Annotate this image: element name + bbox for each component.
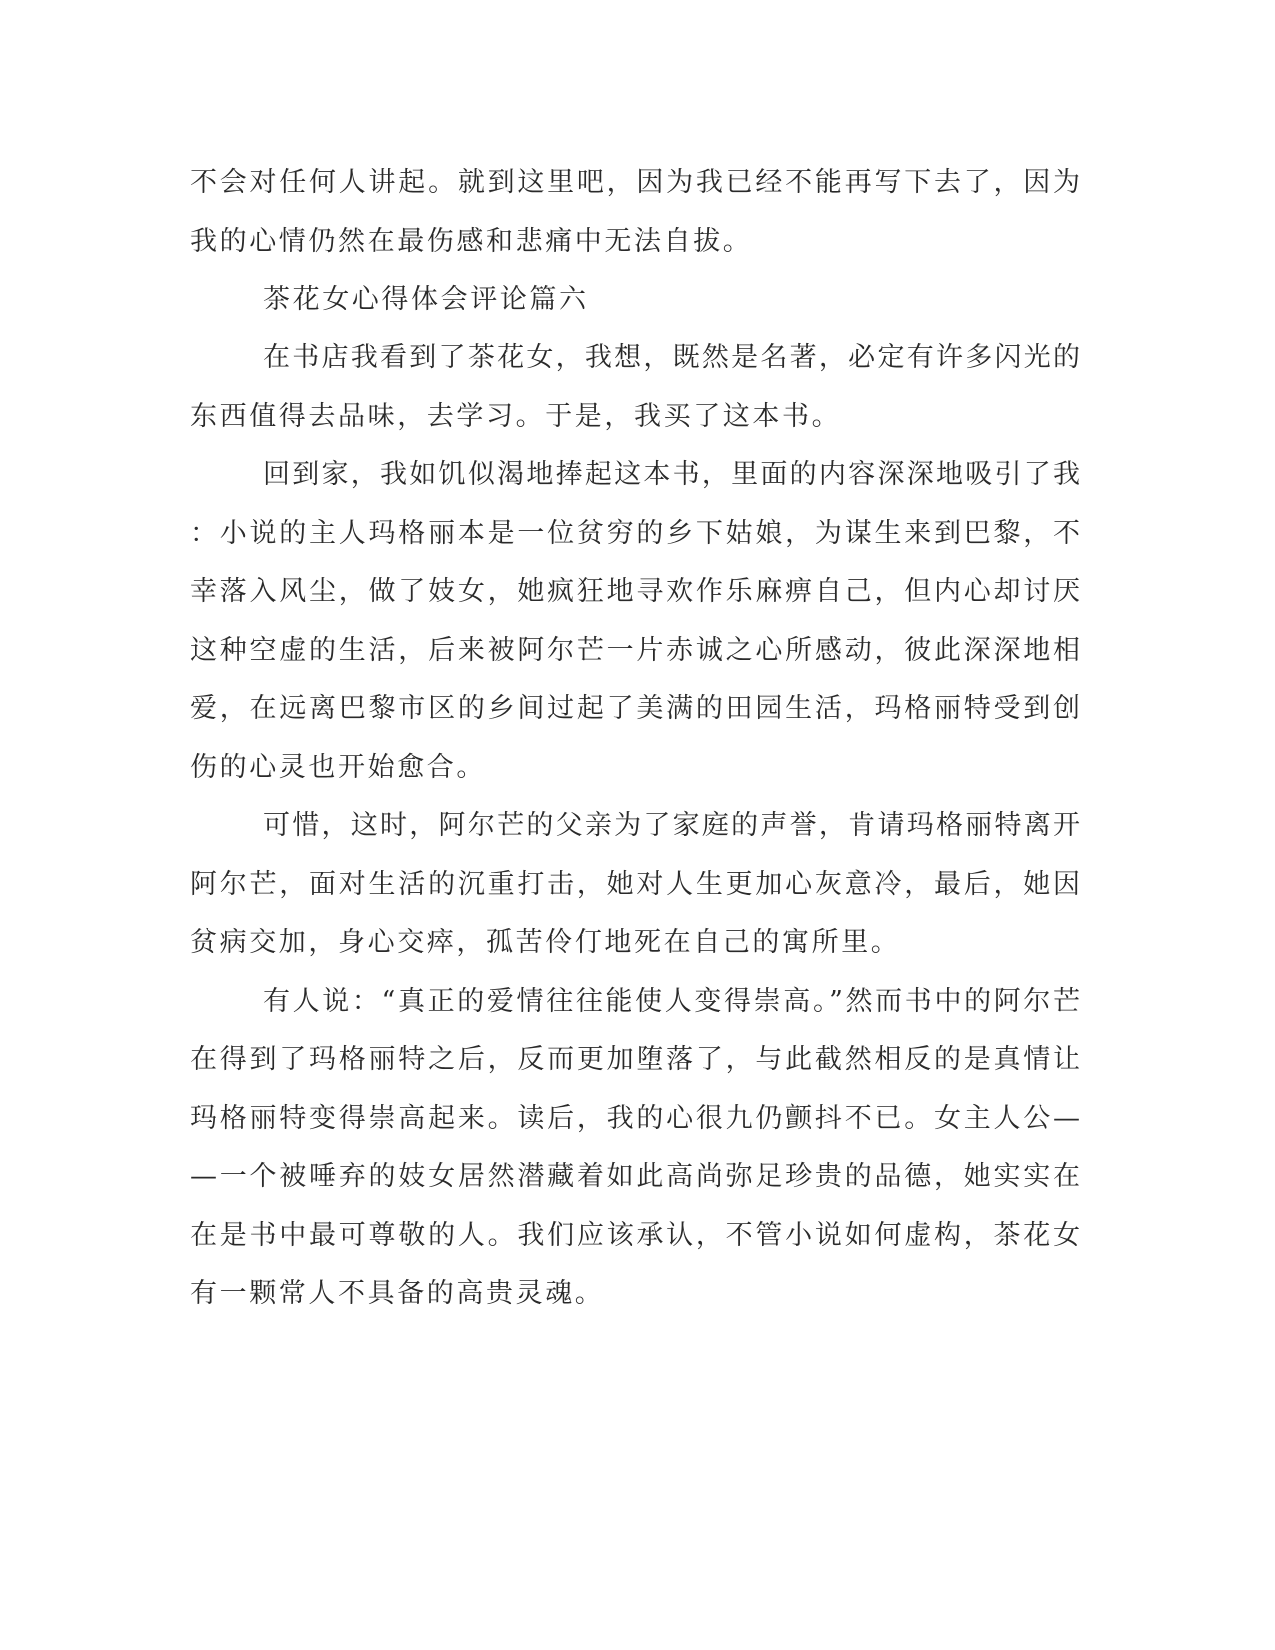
text-line: 在是书中最可尊敬的人。我们应该承认，不管小说如何虚构，茶花女	[190, 1220, 1080, 1251]
text-line: 我的心情仍然在最伤感和悲痛中无法自拔。	[190, 226, 753, 257]
text-line: 不会对任何人讲起。就到这里吧，因为我已经不能再写下去了，因为	[190, 167, 1080, 198]
text-line: 伤的心灵也开始愈合。	[190, 752, 486, 783]
text-line: 爱，在远离巴黎市区的乡间过起了美满的田园生活，玛格丽特受到创	[190, 693, 1080, 724]
text-line: 有一颗常人不具备的高贵灵魂。	[190, 1278, 605, 1309]
text-line: 在书店我看到了茶花女，我想，既然是名著，必定有许多闪光的	[263, 342, 1080, 373]
text-line: 贫病交加，身心交瘁，孤苦伶仃地死在自己的寓所里。	[190, 927, 901, 958]
text-line: 在得到了玛格丽特之后，反而更加堕落了，与此截然相反的是真情让	[190, 1044, 1080, 1075]
text-line: 阿尔芒，面对生活的沉重打击，她对人生更加心灰意冷，最后，她因	[190, 869, 1080, 900]
section-heading: 茶花女心得体会评论篇六	[263, 284, 589, 315]
text-line: 回到家，我如饥似渴地捧起这本书，里面的内容深深地吸引了我	[263, 459, 1080, 490]
text-line: 这种空虚的生活，后来被阿尔芒一片赤诚之心所感动，彼此深深地相	[190, 635, 1080, 666]
text-line: 可惜，这时，阿尔芒的父亲为了家庭的声誉，肯请玛格丽特离开	[263, 810, 1080, 841]
text-line: ：小说的主人玛格丽本是一位贫穷的乡下姑娘，为谋生来到巴黎，不	[190, 518, 1080, 549]
text-line: —一个被唾弃的妓女居然潜藏着如此高尚弥足珍贵的品德，她实实在	[190, 1161, 1080, 1192]
text-line: 东西值得去品味，去学习。于是，我买了这本书。	[190, 401, 842, 432]
text-line: 有人说：“真正的爱情往往能使人变得崇高。”然而书中的阿尔芒	[263, 986, 1080, 1017]
text-line: 幸落入风尘，做了妓女，她疯狂地寻欢作乐麻痹自己，但内心却讨厌	[190, 576, 1080, 607]
text-line: 玛格丽特变得崇高起来。读后，我的心很九仍颤抖不已。女主人公—	[190, 1103, 1080, 1134]
